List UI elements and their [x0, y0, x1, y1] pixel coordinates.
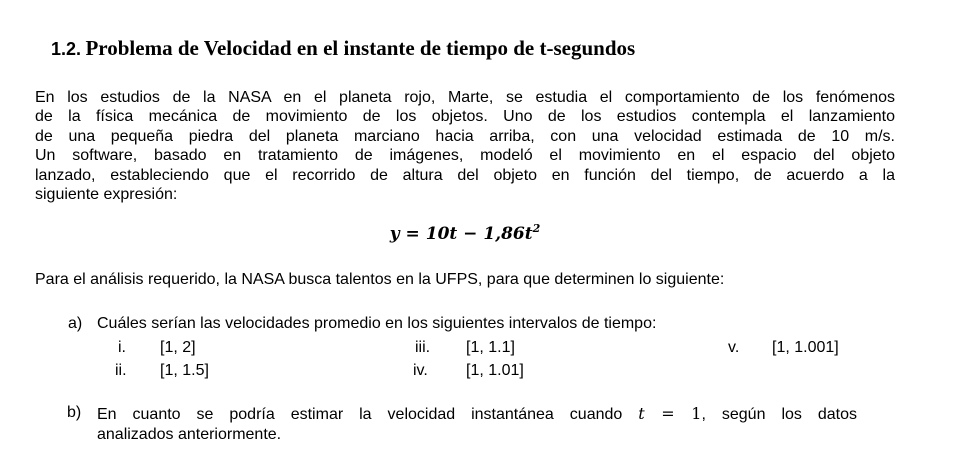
interval-value: [1, 1.1]: [466, 339, 515, 356]
paragraph-line: de la física mecánica de movimiento de los objetos. Uno de los estudios contempla el lanzamiento: [35, 108, 895, 126]
item-b-line: analizados anteriormente.: [97, 426, 282, 443]
item-b-text: [97, 404, 857, 445]
paragraph-line: En los estudios de la NASA en el planeta rojo, Marte, se estudia el comportamiento de los fenómenos: [35, 89, 895, 106]
interval-roman: iv.: [413, 362, 428, 379]
item-b-text-after: , según los datos: [701, 406, 857, 423]
paragraph-line: Un software, basado en tratamiento de imágenes, modeló el movimiento en el espacio del objeto: [35, 147, 895, 165]
paragraph-line: siguiente expresión:: [35, 186, 178, 204]
interval-roman: v.: [728, 339, 740, 356]
item-a-marker: a): [68, 315, 83, 332]
item-b-line: [97, 404, 857, 425]
interval-value: [1, 1.01]: [466, 362, 524, 379]
item-b-marker: b): [67, 404, 82, 421]
equation-exponent: 2: [532, 222, 541, 235]
section-heading: [51, 36, 635, 61]
interval-roman: ii.: [115, 362, 127, 379]
math-value: = 1: [644, 404, 702, 423]
interval-roman: iii.: [415, 339, 431, 356]
problem-paragraph: [35, 88, 895, 204]
paragraph-line: de una pequeña piedra del planeta marciano hacia arriba, con una velocidad estimada de 10 m/s.: [35, 127, 895, 145]
section-title: Problema de Velocidad en el instante de tiempo de t-segundos: [85, 36, 636, 60]
item-a-text: Cuáles serían las velocidades promedio en los siguientes intervalos de tiempo:: [97, 315, 657, 332]
section-number: 1.2.: [51, 39, 82, 59]
math-variable-t: t: [638, 404, 645, 423]
intro-sentence: Para el análisis requerido, la NASA busca talentos en la UFPS, para que determinen lo siguiente:: [35, 271, 725, 288]
height-equation: [0, 222, 930, 244]
interval-value: [1, 2]: [160, 339, 196, 356]
paragraph-line: lanzado, estableciendo que el recorrido de altura del objeto en función del tiempo, de acuerdo a la: [35, 166, 895, 184]
interval-roman: i.: [118, 339, 126, 356]
equation-rhs: 10t − 1,86t: [425, 224, 533, 244]
interval-value: [1, 1.001]: [772, 339, 839, 356]
equation-equals: =: [399, 224, 426, 244]
interval-value: [1, 1.5]: [160, 362, 209, 379]
equation-lhs: y: [389, 224, 400, 244]
item-b-text-before: En cuanto se podría estimar la velocidad instantánea cuando: [97, 406, 639, 423]
